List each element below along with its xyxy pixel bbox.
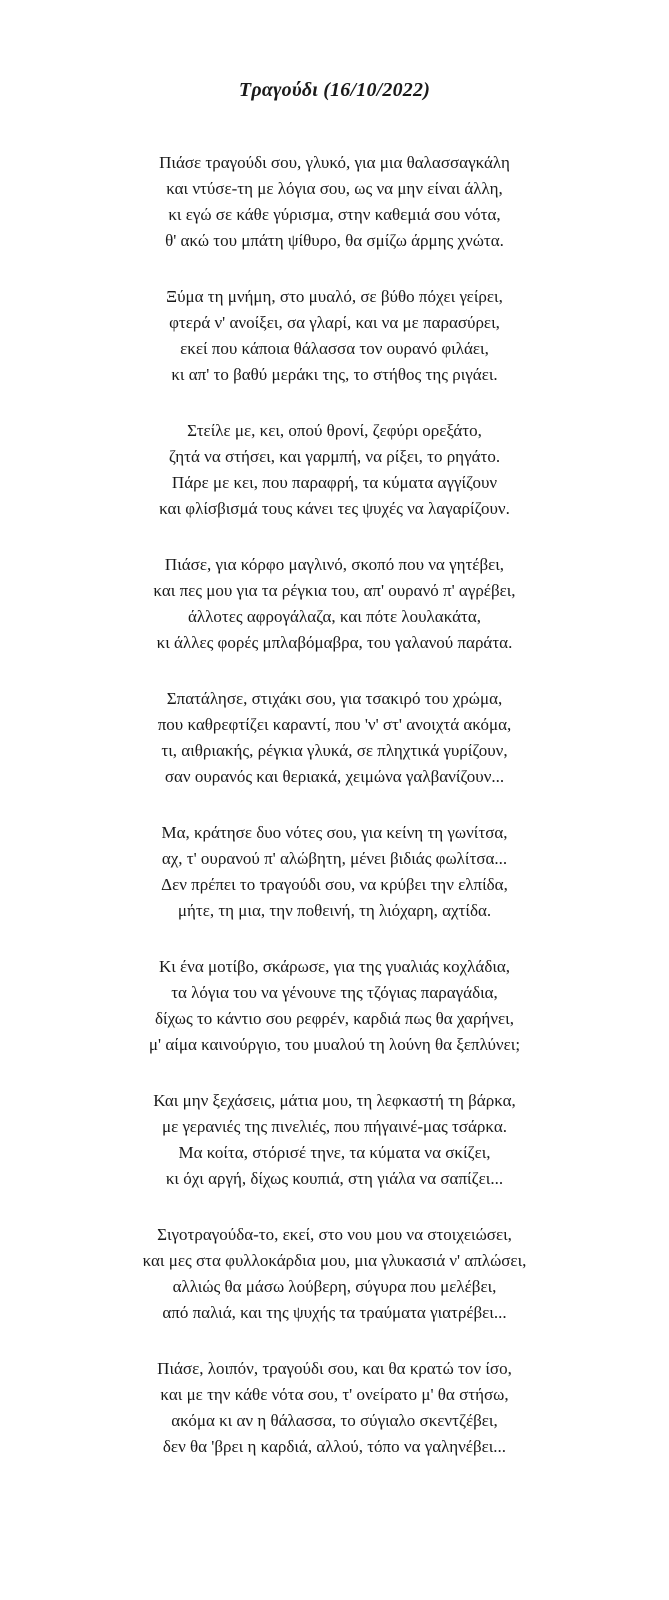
poem-line: Πιάσε, λοιπόν, τραγούδι σου, και θα κρατώ τον ίσο,: [157, 1359, 512, 1378]
stanza: [0, 686, 669, 790]
poem-line: και φλίσβισμά τους κάνει τες ψυχές να λαγαρίζουν.: [159, 499, 510, 518]
poem-line: Πιάσε τραγούδι σου, γλυκό, για μια θαλασσαγκάλη: [159, 153, 510, 172]
stanza: [0, 1222, 669, 1326]
poem-line: Σπατάλησε, στιχάκι σου, για τσακιρό του χρώμα,: [166, 689, 503, 708]
poem-line: κι όχι αργή, δίχως κουπιά, στη γιάλα να σαπίζει...: [165, 1169, 504, 1188]
poem-line: φτερά ν' ανοίξει, σα γλαρί, και να με παρασύρει,: [169, 313, 500, 332]
poem-line: άλλοτες αφρογάλαζα, και πότε λουλακάτα,: [187, 607, 482, 626]
stanza: [0, 150, 669, 254]
poem-body: [0, 150, 669, 1490]
poem-line: Πιάσε, για κόρφο μαγλινό, σκοπό που να γητέβει,: [164, 555, 505, 574]
poem-line: Και μην ξεχάσεις, μάτια μου, τη λεφκαστή τη βάρκα,: [153, 1091, 516, 1110]
stanza: [0, 1088, 669, 1192]
poem-line: από παλιά, και της ψυχής τα τραύματα γιατρέβει...: [162, 1303, 507, 1322]
poem-line: Ξύμα τη μνήμη, στο μυαλό, σε βύθο πόχει γείρει,: [166, 287, 503, 306]
stanza: [0, 1356, 669, 1460]
poem-line: τα λόγια του να γένουνε της τζόγιας παραγάδια,: [171, 983, 498, 1002]
poem-line: που καθρεφτίζει καραντί, που 'ν' στ' ανοιχτά ακόμα,: [157, 715, 512, 734]
poem-line: κι εγώ σε κάθε γύρισμα, στην καθεμιά σου νότα,: [168, 205, 501, 224]
poem-line: θ' ακώ του μπάτη ψίθυρο, θα σμίζω άρμης χνώτα.: [165, 231, 504, 250]
poem-line: τι, αιθριακής, ρέγκια γλυκά, σε πληχτικά γυρίζουν,: [161, 741, 508, 760]
stanza: [0, 284, 669, 388]
poem-title: Τραγούδι (16/10/2022): [238, 79, 431, 101]
poem-line: με γερανιές της πινελιές, που πήγαινέ-μας τσάρκα.: [162, 1117, 507, 1136]
poem-line: και ντύσε-τη με λόγια σου, ως να μην είναι άλλη,: [166, 179, 503, 198]
poem-line: μ' αίμα καινούργιο, του μυαλού τη λούνη θα ξεπλύνει;: [148, 1035, 521, 1054]
poem-line: Μα, κράτησε δυο νότες σου, για κείνη τη γωνίτσα,: [161, 823, 508, 842]
poem-line: Κι ένα μοτίβο, σκάρωσε, για της γυαλιάς κοχλάδια,: [158, 957, 511, 976]
poem-line: Πάρε με κει, που παραφρή, τα κύματα αγγίζουν: [171, 473, 498, 492]
poem-line: δεν θα 'βρει η καρδιά, αλλού, τόπο να γαληνέβει...: [162, 1437, 507, 1456]
poem-line: σαν ουρανός και θεριακά, χειμώνα γαλβανίζουν...: [164, 767, 505, 786]
stanza: [0, 820, 669, 924]
poem-line: κι απ' το βαθύ μεράκι της, το στήθος της ριγάει.: [171, 365, 498, 384]
poem-line: ακόμα κι αν η θάλασσα, το σύγιαλο σκεντζέβει,: [171, 1411, 498, 1430]
poem-line: και μες στα φυλλοκάρδια μου, μια γλυκασιά ν' απλώσει,: [142, 1251, 527, 1270]
poem-line: κι άλλες φορές μπλαβόμαβρα, του γαλανού παράτα.: [156, 633, 513, 652]
poem-line: δίχως το κάντιο σου ρεφρέν, καρδιά πως θα χαρήνει,: [155, 1009, 514, 1028]
poem-line: αλλιώς θα μάσω λούβερη, σύγυρα που μελέβει,: [172, 1277, 497, 1296]
poem-line: εκεί που κάποια θάλασσα τον ουρανό φιλάει,: [180, 339, 489, 358]
stanza: [0, 954, 669, 1058]
poem-line: Στείλε με, κει, οπού θρονί, ζεφύρι ορεξάτο,: [187, 421, 482, 440]
poem-line: Μα κοίτα, στόρισέ τηνε, τα κύματα να σκίζει,: [178, 1143, 491, 1162]
poem-line: Δεν πρέπει το τραγούδι σου, να κρύβει την ελπίδα,: [161, 875, 508, 894]
poem-line: ζητά να στήσει, και γαρμπή, να ρίξει, το ρηγάτο.: [168, 447, 501, 466]
poem-line: Σιγοτραγούδα-το, εκεί, στο νου μου να στοιχειώσει,: [157, 1225, 512, 1244]
stanza: [0, 418, 669, 522]
stanza: [0, 552, 669, 656]
poem-line: αχ, τ' ουρανού π' αλώβητη, μένει βιδιάς φωλίτσα...: [161, 849, 508, 868]
poem-line: μήτε, τη μια, την ποθεινή, τη λιόχαρη, αχτίδα.: [177, 901, 492, 920]
poem-line: και με την κάθε νότα σου, τ' ονείρατο μ' θα στήσω,: [160, 1385, 509, 1404]
poem-line: και πες μου για τα ρέγκια του, απ' ουρανό π' αγρέβει,: [153, 581, 516, 600]
